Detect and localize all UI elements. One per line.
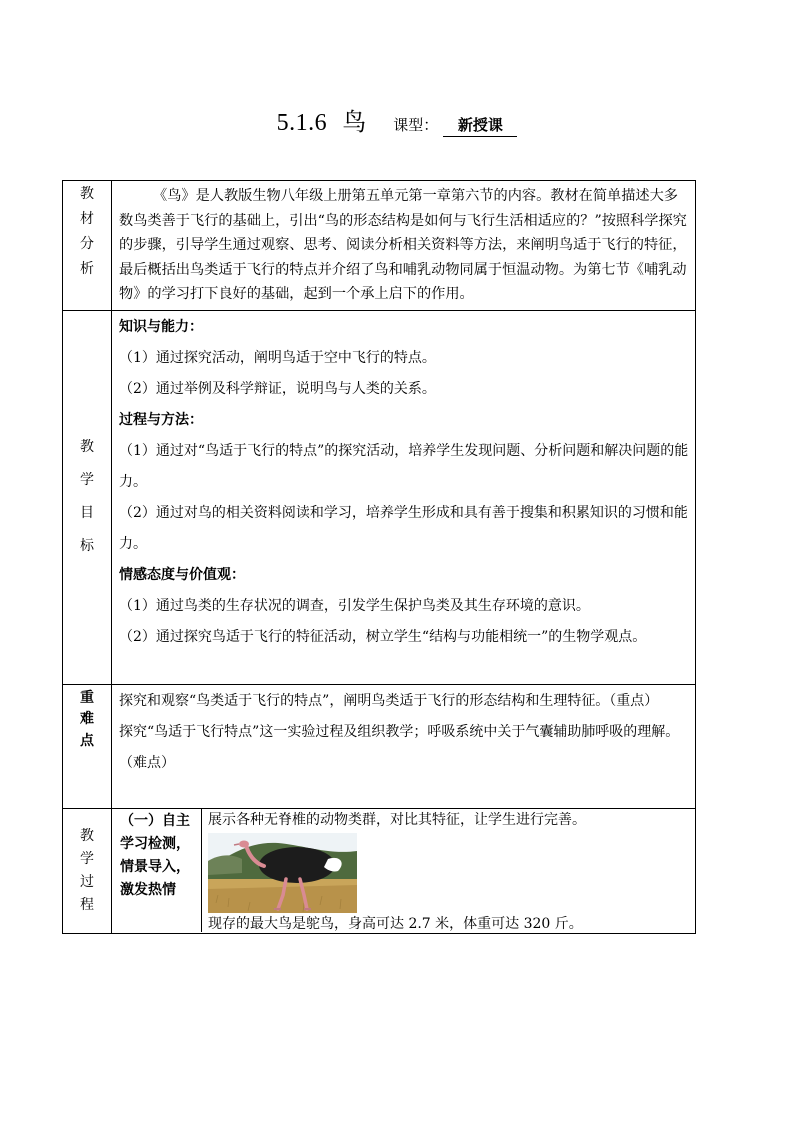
lesson-plan-table [62, 180, 696, 934]
knowledge-heading: 知识与能力： [119, 318, 203, 335]
knowledge-item: （2）通过举例及科学辩证，说明鸟与人类的关系。 [119, 380, 436, 397]
process-step [112, 809, 695, 932]
key-points-row [63, 684, 696, 808]
process-item: （2）通过对鸟的相关资料阅读和学习，培养学生形成和具有善于搜集和积累知识的习惯和能力。 [119, 504, 688, 552]
process-cell [112, 808, 696, 933]
key-points-cell [112, 684, 696, 808]
process-heading: 过程与方法： [119, 411, 203, 428]
goals-row [63, 310, 696, 684]
knowledge-item: （1）通过探究活动，阐明鸟适于空中飞行的特点。 [119, 349, 436, 366]
emotion-heading: 情感态度与价值观： [119, 566, 245, 583]
process-row [63, 808, 696, 933]
difficult-point-text: 探究“鸟适于飞行特点”这一实验过程及组织教学；呼吸系统中关于气囊辅助肺呼吸的理解。（难点） [119, 723, 680, 771]
emotion-item: （1）通过鸟类的生存状况的调查，引发学生保护鸟类及其生存环境的意识。 [119, 597, 590, 614]
process-step-content [202, 809, 695, 932]
analysis-row [63, 181, 696, 311]
process-step-text: 展示各种无脊椎的动物类群，对比其特征，让学生进行完善。 [208, 811, 586, 828]
process-item: （1）通过对“鸟适于飞行的特点”的探究活动，培养学生发现问题、分析问题和解决问题的能力。 [119, 442, 689, 490]
goals-cell [112, 310, 696, 684]
ostrich-caption: 现存的最大鸟是鸵鸟，身高可达 2.7 米，体重可达 320 斤。 [208, 915, 583, 932]
analysis-text: 《鸟》是人教版生物八年级上册第五单元第一章第六节的内容。教材在简单描述大多数鸟类善于飞行的基础上，引出“鸟的形态结构是如何与飞行生活相适应的？”按照科学探究的步骤，引导学生通过观察、思考、阅读分析相关资料等方法，来阐明鸟适于飞行的特征，最后概括出鸟类适于飞行的特点并介绍了鸟和哺乳动物同属于恒温动物。为第七节《哺乳动物》的学习打下良好的基础，起到一个承上启下的作用。 [119, 188, 687, 302]
lesson-number: 5.1.6 [276, 110, 328, 136]
analysis-cell [112, 181, 696, 311]
lesson-type-value: 新授课 [443, 114, 517, 137]
lesson-title: 鸟 [342, 108, 367, 136]
key-points-label: 重 难 点 [63, 684, 112, 808]
goals-label: 教 学 目 标 [63, 310, 112, 684]
process-step-title: （一）自主学习检测，情景导入，激发热情 [112, 809, 202, 932]
page-title [0, 102, 794, 137]
analysis-label: 教 材 分 析 [63, 181, 112, 311]
process-label: 教 学 过 程 [63, 808, 112, 933]
emotion-item: （2）通过探究鸟适于飞行的特征活动，树立学生“结构与功能相统一”的生物学观点。 [119, 628, 647, 645]
lesson-type-label: 课型： [393, 116, 439, 134]
ostrich-photo [208, 833, 357, 913]
key-point-text: 探究和观察“鸟类适于飞行的特点”，阐明鸟类适于飞行的形态结构和生理特征。（重点） [119, 692, 659, 709]
